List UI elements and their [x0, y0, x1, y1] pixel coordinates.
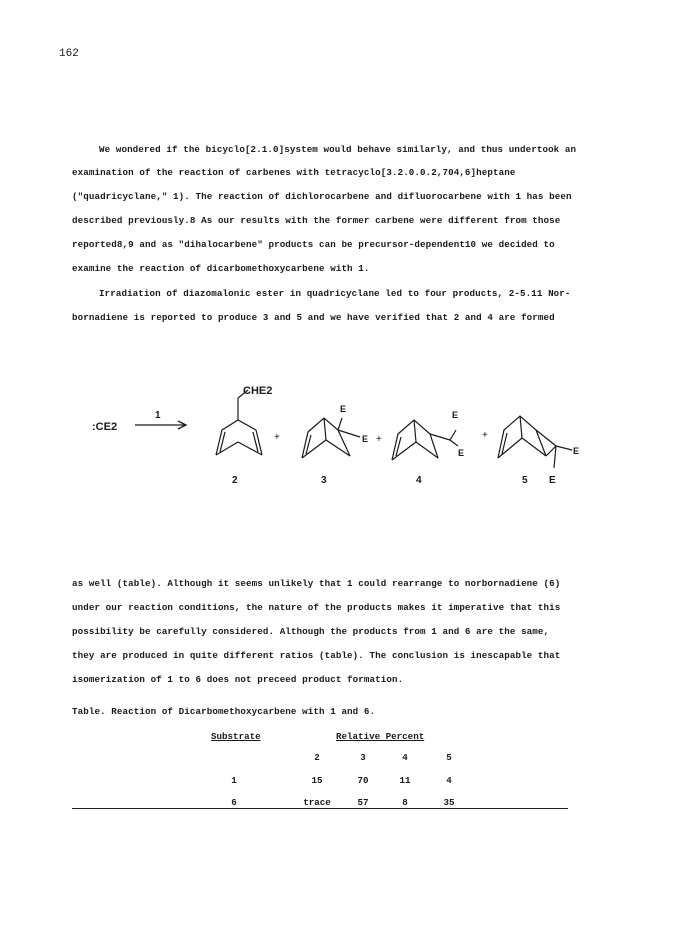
- table-cell: 4: [446, 775, 452, 786]
- table-column-header: 3: [360, 752, 366, 763]
- paragraph1-line1: We wondered if the bicyclo[2.1.0]system would behave similarly, and thus undertook an: [99, 144, 577, 155]
- table-cell: 35: [443, 797, 455, 808]
- paragraph3-line1: as well (table). Although it seems unlikely that 1 could rearrange to norbornadiene (6): [72, 578, 561, 589]
- compound-3-e-side: E: [362, 434, 369, 444]
- arrow-label: 1: [155, 410, 161, 421]
- compound-number-4: 4: [416, 475, 422, 486]
- paragraph3-line4: they are produced in quite different ratios (table). The conclusion is inescapable that: [72, 650, 561, 661]
- table-cell: 15: [311, 775, 323, 786]
- plus-sign: +: [376, 434, 382, 445]
- paragraph2-line2: bornadiene is reported to produce 3 and 5 and we have verified that 2 and 4 are formed: [72, 312, 555, 323]
- table-caption: Table. Reaction of Dicarbomethoxycarbene with 1 and 6.: [72, 706, 376, 717]
- paragraph3-line5: isomerization of 1 to 6 does not preceed product formation.: [72, 674, 404, 685]
- table-row-substrate: 6: [231, 797, 237, 808]
- paragraph2-line1: Irradiation of diazomalonic ester in quadricyclane led to four products, 2-5.11 Nor-: [99, 288, 571, 299]
- compound-4-e-bottom: E: [458, 448, 465, 458]
- compound-5-e-side: E: [573, 446, 580, 456]
- table-cell: 70: [357, 775, 369, 786]
- compound-number-2: 2: [232, 475, 238, 486]
- page-number: 162: [59, 48, 79, 60]
- paragraph3-line2: under our reaction conditions, the nature of the products makes it imperative that this: [72, 602, 561, 613]
- compound-2-structure: [216, 390, 262, 455]
- table-cell: 8: [402, 797, 408, 808]
- table-cell: trace: [303, 797, 331, 808]
- table-column-header: 2: [314, 752, 320, 763]
- compound-2-substituent: CHE2: [243, 385, 273, 397]
- table-column-header: 4: [402, 752, 408, 763]
- compound-4-e-top: E: [452, 410, 459, 420]
- reagent-label: :CE2: [92, 421, 118, 433]
- compound-number-3: 3: [321, 475, 327, 486]
- plus-sign: +: [274, 432, 280, 443]
- paragraph1-line4: described previously.8 As our results with the former carbene were different from those: [72, 215, 561, 226]
- reaction-scheme: [80, 380, 600, 490]
- paragraph1-line3: ("quadricyclane," 1). The reaction of dichlorocarbene and difluorocarbene with 1 has been: [72, 191, 572, 202]
- paragraph1-line6: examine the reaction of dicarbomethoxycarbene with 1.: [72, 263, 370, 274]
- compound-3-structure: [302, 418, 360, 458]
- compound-5-structure: [498, 416, 572, 468]
- compound-number-5: 5: [522, 475, 528, 486]
- paragraph3-line3: possibility be carefully considered. Although the products from 1 and 6 are the same,: [72, 626, 550, 637]
- compound-3-e-top: E: [340, 404, 347, 414]
- table-percent-header: Relative Percent: [336, 731, 425, 742]
- table-substrate-header: Substrate: [211, 731, 261, 742]
- table-row-substrate: 1: [231, 775, 237, 786]
- compound-4-structure: [392, 420, 458, 460]
- table-cell: 57: [357, 797, 369, 808]
- paragraph1-line5: reported8,9 and as "dihalocarbene" products can be precursor-dependent10 we decided to: [72, 239, 555, 250]
- paragraph1-line2: examination of the reaction of carbenes with tetracyclo[3.2.0.0.2,704,6]heptane: [72, 167, 516, 178]
- table-bottom-rule: [72, 808, 568, 809]
- table-cell: 11: [399, 775, 411, 786]
- plus-sign: +: [482, 430, 488, 441]
- table-column-header: 5: [446, 752, 452, 763]
- compound-5-e-bottom: E: [549, 475, 556, 486]
